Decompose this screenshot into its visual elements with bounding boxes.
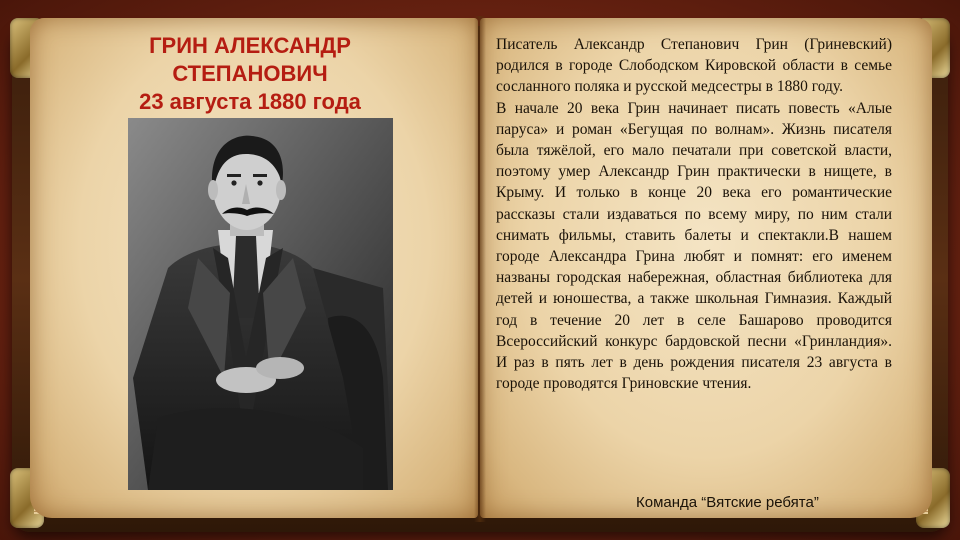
book-spine [474, 16, 486, 522]
biography-paragraph-1: Писатель Александр Степанович Грин (Гриневский) родился в городе Слободском Кировской области в семье сосланного поляка и русской медсестры в 1880 году. [496, 36, 892, 96]
portrait-illustration [128, 118, 393, 490]
portrait-photo [128, 118, 393, 490]
title-line-2: СТЕПАНОВИЧ [172, 61, 328, 86]
title-line-3: 23 августа 1880 года [139, 89, 361, 114]
title-line-1: ГРИН АЛЕКСАНДР [149, 33, 351, 58]
page-title [120, 32, 380, 116]
biography-text [496, 34, 892, 394]
biography-paragraph-2: В начале 20 века Грин начинает писать повесть «Алые паруса» и роман «Бегущая по волнам». Жизнь писателя была тяжёлой, его мало печатали при советской власти, поэтому умер Александр Грин практически в нищете, в Крыму. И только в конце 20 века его романтические рассказы стали издаваться по всему миру, по ним стали снимать фильмы, ставить балеты и спектакли.В нашем городе Александра Грина любят и помнят: его именем названы городская набережная, областная библиотека для детей и юношества, а также школьная Гимназия. Каждый год в течение 20 лет в селе Башарово проводится Всероссийский конкурс бардовской песни «Гринландия». И раз в пять лет в день рождения писателя 23 августа в городе проводятся Гриновские чтения. [496, 99, 892, 393]
team-signature: Команда “Вятские ребята” [636, 494, 819, 511]
